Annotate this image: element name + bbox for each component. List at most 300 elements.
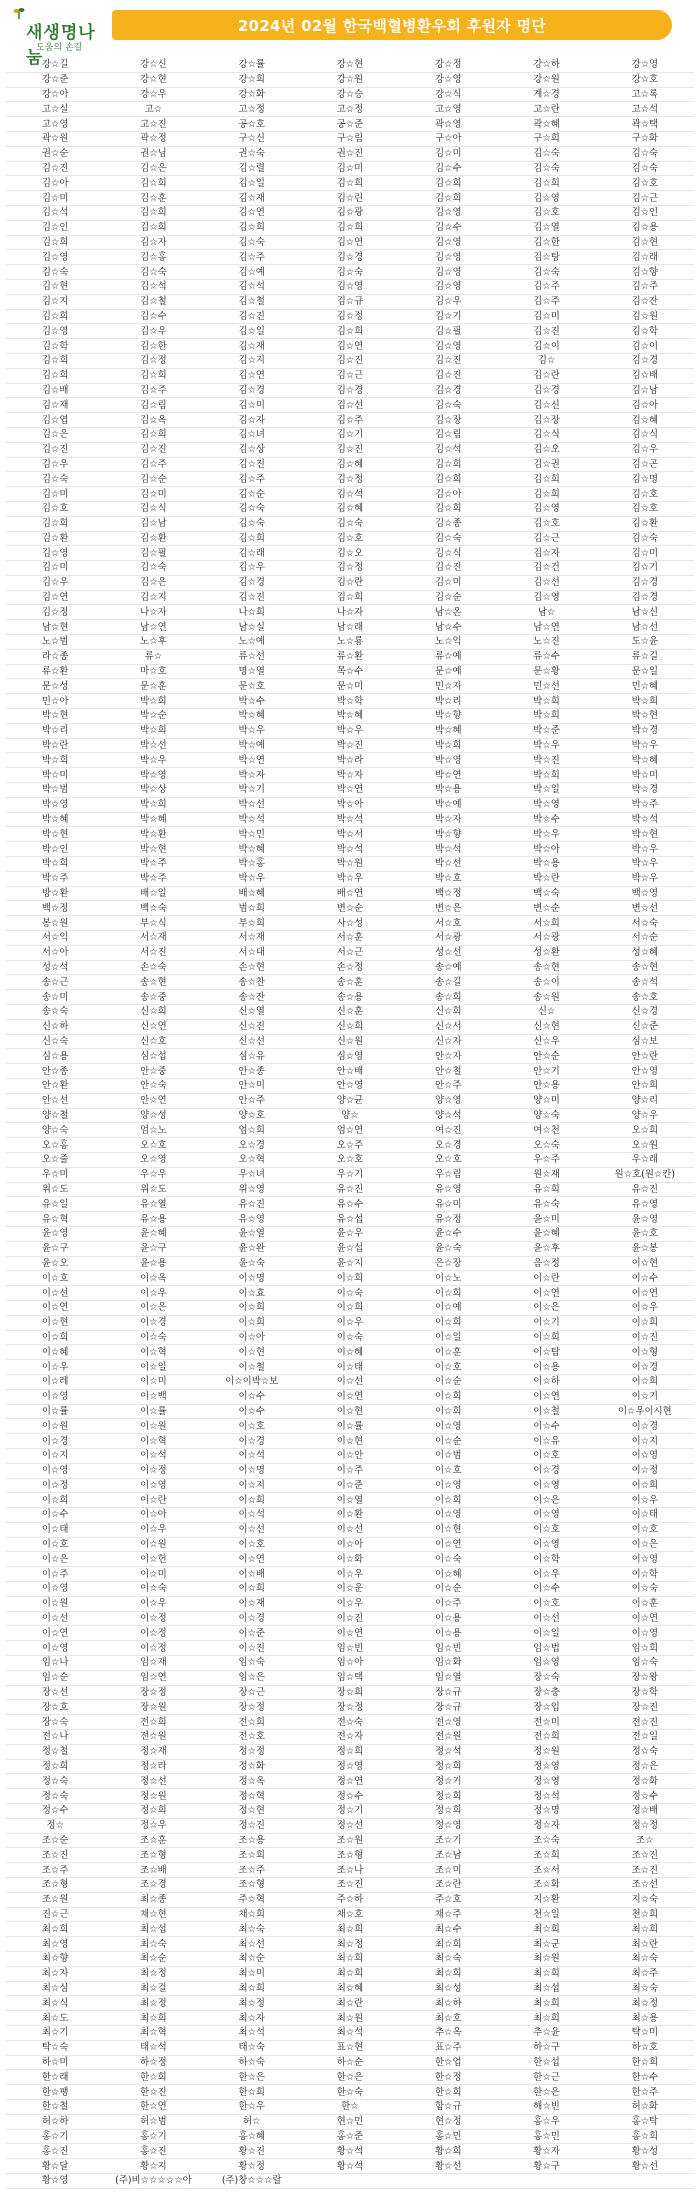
donor-name-cell: 서☆근 [301,945,399,960]
donor-name-cell: 박☆현 [596,709,694,724]
donor-name-cell: 공☆호 [203,117,301,132]
donor-row [6,1212,694,1227]
donor-name-cell: 곽☆영 [399,117,497,132]
donor-name-cell: 현☆민 [301,2114,399,2129]
donor-name-cell: 최☆종 [104,1892,202,1907]
donor-name-cell: 김☆이 [596,339,694,354]
donor-name-cell: 김☆선 [301,398,399,413]
donor-row [6,1300,694,1315]
donor-name-cell: 이☆연 [399,1537,497,1552]
donor-name-cell: 이☆화 [301,1552,399,1567]
donor-name-cell: 이☆현 [203,1345,301,1360]
donor-name-cell: 박☆홍 [203,857,301,872]
donor-name-cell: 신☆진 [203,1019,301,1034]
donor-name-cell: 신☆ [497,1005,595,1020]
donor-name-cell: 고☆영 [399,102,497,117]
donor-name-cell: 김☆석 [399,442,497,457]
donor-row [6,1167,694,1182]
donor-name-cell: 최☆순 [104,1952,202,1967]
donor-row [6,1537,694,1552]
donor-row [6,1241,694,1256]
donor-name-cell: 장☆왕 [596,1670,694,1685]
donor-name-cell: 김☆인 [596,205,694,220]
donor-name-cell: 김☆명 [596,472,694,487]
donor-name-cell: 최☆희 [497,2011,595,2026]
donor-name-cell: 정☆선 [104,1774,202,1789]
donor-row [6,1182,694,1197]
donor-name-cell: 성☆혜 [596,945,694,960]
donor-name-cell: 이☆기 [497,1315,595,1330]
donor-name-cell: 오☆영 [104,1152,202,1167]
donor-name-cell: 박☆우 [301,723,399,738]
donor-row [6,1448,694,1463]
donor-name-cell: 이☆수 [203,1404,301,1419]
donor-name-cell: 남☆수 [399,620,497,635]
donor-name-cell: 고☆실 [6,102,104,117]
donor-name-cell: 허☆하 [6,2114,104,2129]
donor-name-cell: 김☆희 [301,324,399,339]
donor-name-cell: 홍☆진 [6,2144,104,2159]
donor-name-cell: 하☆순 [301,2055,399,2070]
donor-name-cell: 정☆수 [596,1789,694,1804]
donor-name-cell: 백☆정 [399,886,497,901]
donor-row [6,1093,694,1108]
donor-name-cell: 김☆영 [497,191,595,206]
donor-row [6,1522,694,1537]
donor-name-cell: 김☆호 [497,516,595,531]
donor-name-cell: 김☆연 [301,235,399,250]
donor-name-cell: 양☆숙 [6,1123,104,1138]
donor-name-cell: 강☆현 [104,72,202,87]
donor-name-cell: 한☆래 [6,2070,104,2085]
donor-name-cell: 김☆렬 [203,161,301,176]
donor-name-cell: 김☆곤 [596,457,694,472]
donor-name-cell: 탁☆숙 [6,2040,104,2055]
donor-name-cell: 최☆도 [6,2011,104,2026]
donor-name-cell: 이☆희 [203,1300,301,1315]
donor-name-cell: 박☆선 [203,797,301,812]
donor-name-cell: 이☆환 [301,1508,399,1523]
donor-name-cell: 김☆미 [399,146,497,161]
donor-name-cell: 윤☆지 [301,1256,399,1271]
donor-name-cell: 최☆미 [203,1966,301,1981]
donor-name-cell: 조☆ [596,1833,694,1848]
donor-name-cell: 김☆림 [104,398,202,413]
donor-row [6,472,694,487]
donor-name-cell: 이☆우 [301,1567,399,1582]
donor-row [6,664,694,679]
donor-name-cell: 양☆리 [596,1093,694,1108]
donor-name-cell: 이☆영 [497,1537,595,1552]
donor-name-cell: 이☆희 [497,1330,595,1345]
donor-name-cell: 변☆순 [497,901,595,916]
donor-name-cell: 서☆광 [497,931,595,946]
donor-name-cell: 이☆희 [203,1315,301,1330]
donor-name-cell: 김☆지 [203,353,301,368]
donor-name-cell: 김☆호 [497,205,595,220]
donor-name-cell: 최☆혜 [301,1981,399,1996]
donor-name-cell: 이☆우이시현 [596,1404,694,1419]
donor-name-cell: 손☆현 [203,960,301,975]
donor-name-cell: 유☆일 [6,1197,104,1212]
donor-name-cell: 이☆은 [497,1493,595,1508]
donor-name-cell: 백☆영 [596,886,694,901]
donor-name-cell: 윤☆오 [6,1256,104,1271]
donor-name-cell: 김☆식 [104,501,202,516]
donor-name-cell: 유☆수 [301,1197,399,1212]
donor-name-cell: 이☆백 [104,1389,202,1404]
donor-name-cell: 박☆경 [596,723,694,738]
donor-name-cell: 김☆경 [301,250,399,265]
donor-name-cell: 신☆경 [596,1005,694,1020]
donor-name-cell: 박☆영 [497,797,595,812]
donor-name-cell: 윤☆호 [596,1226,694,1241]
donor-name-cell: 이☆희 [301,1300,399,1315]
donor-row [6,457,694,472]
donor-name-cell: 박☆혜 [399,723,497,738]
donor-name-cell: 이☆숙 [301,1330,399,1345]
donor-name-cell: 김☆순 [104,472,202,487]
donor-name-cell: 한☆정 [399,2070,497,2085]
donor-name-cell: 유☆영 [203,1212,301,1227]
donor-name-cell: 김☆영 [6,324,104,339]
donor-name-cell: 김☆상 [203,442,301,457]
donor-name-cell: 이☆유 [497,1434,595,1449]
donor-name-cell: 김☆진 [6,161,104,176]
donor-name-cell: 김☆주 [497,279,595,294]
donor-name-cell: 조☆형 [203,1878,301,1893]
donor-name-cell: 이☆효 [203,1286,301,1301]
donor-name-cell: 정☆희 [399,1804,497,1819]
donor-name-cell: 이☆혜 [301,1345,399,1360]
donor-name-cell: 이☆숙 [104,1330,202,1345]
donor-name-cell: 송☆현 [497,960,595,975]
donor-name-cell: 이☆경 [6,1434,104,1449]
donor-name-cell: 이☆일 [399,1330,497,1345]
donor-name-cell: 표☆주 [399,2040,497,2055]
donor-name-cell: 김☆남 [104,516,202,531]
donor-row [6,931,694,946]
donor-name-cell: 서☆진 [104,945,202,960]
donor-name-cell: 신☆원 [301,1034,399,1049]
donor-name-cell: 조☆서 [497,1863,595,1878]
donor-name-cell: 이☆률 [104,1404,202,1419]
donor-name-cell: 이☆진 [203,1641,301,1656]
donor-name-cell: 오☆경 [203,1138,301,1153]
donor-name-cell: 신☆희 [399,1005,497,1020]
donor-name-cell: 임☆연 [104,1670,202,1685]
donor-name-cell: 공☆준 [301,117,399,132]
donor-name-cell: 김☆석 [6,205,104,220]
donor-name-cell: 하☆구 [497,2040,595,2055]
donor-name-cell: 문☆황 [497,664,595,679]
donor-name-cell: 고☆석 [596,102,694,117]
donor-name-cell: 이☆레 [6,1374,104,1389]
donor-name-cell: 박☆우 [596,842,694,857]
donor-name-cell: 안☆숙 [104,1078,202,1093]
donor-name-cell: 문☆훈 [104,679,202,694]
donor-row [6,1952,694,1967]
donor-name-cell: 홍☆기 [104,2129,202,2144]
donor-name-cell: 이☆일 [104,1360,202,1375]
donor-name-cell: 김☆현 [6,279,104,294]
donor-name-cell: 오☆호 [399,1152,497,1167]
donor-name-cell: 이☆희 [301,1271,399,1286]
donor-name-cell: 송☆숙 [6,1005,104,1020]
donor-name-cell: 전☆미 [497,1715,595,1730]
donor-name-cell: 최☆하 [399,1996,497,2011]
donor-name-cell: 이☆호 [497,1448,595,1463]
donor-name-cell: 김☆숙 [301,265,399,280]
donor-name-cell: 양☆숙 [497,1108,595,1123]
donor-row [6,812,694,827]
donor-row [6,546,694,561]
donor-name-cell: 최☆수 [399,1922,497,1937]
donor-name-cell: 추☆옥 [399,2025,497,2040]
donor-name-cell: 이☆숙 [104,1582,202,1597]
donor-name-cell: 정☆희 [301,1744,399,1759]
donor-name-cell: 김☆재 [203,339,301,354]
donor-name-cell: 최☆희 [301,1922,399,1937]
donor-name-cell: 홍☆민 [399,2129,497,2144]
donor-name-cell: 김☆학 [6,339,104,354]
donor-name-cell: 박☆환 [104,827,202,842]
donor-name-cell: 박☆수 [497,812,595,827]
donor-name-cell: 장☆원 [104,1700,202,1715]
donor-name-cell: 김☆남 [596,383,694,398]
donor-name-cell: 조☆주 [203,1863,301,1878]
donor-row [6,2129,694,2144]
donor-name-cell: 김☆희 [6,309,104,324]
donor-name-cell: 윤☆우 [301,1226,399,1241]
donor-row [6,753,694,768]
donor-name-cell: 구☆아 [399,131,497,146]
donor-name-cell: 김☆탕 [497,250,595,265]
donor-row [6,1197,694,1212]
donor-name-cell: 안☆주 [399,1078,497,1093]
donor-row [6,1330,694,1345]
donor-row [6,1271,694,1286]
donor-name-cell: 조☆원 [6,1892,104,1907]
donor-name-cell: 윤☆미 [497,1212,595,1227]
donor-name-cell: 김☆숙 [203,501,301,516]
donor-name-cell: 송☆근 [6,975,104,990]
donor-row [6,1064,694,1079]
donor-row [6,1078,694,1093]
donor-name-cell: 강☆우 [104,87,202,102]
donor-name-cell: 이☆명 [203,1463,301,1478]
donor-name-cell: 이☆연 [301,1389,399,1404]
donor-name-cell: 김☆필 [104,546,202,561]
donor-name-cell: 이☆원 [6,1596,104,1611]
donor-name-cell: 우☆림 [399,1167,497,1182]
donor-row [6,1611,694,1626]
donor-row [6,146,694,161]
donor-row [6,1641,694,1656]
donor-name-cell: 심☆용 [6,1049,104,1064]
donor-name-cell: 송☆잔 [203,990,301,1005]
donor-name-cell: 김☆희 [399,472,497,487]
donor-name-cell: 이☆우 [301,1596,399,1611]
donor-row [6,383,694,398]
donor-row [6,1226,694,1241]
donor-name-cell: 유☆미 [399,1197,497,1212]
donor-name-cell: 박☆현 [596,827,694,842]
donor-name-cell: 이☆호 [6,1271,104,1286]
donor-name-cell: 김☆진 [399,353,497,368]
donor-row [6,916,694,931]
donor-name-cell: 이☆정 [596,1463,694,1478]
donor-name-cell: 정☆영 [497,1774,595,1789]
donor-name-cell: 박☆리 [399,694,497,709]
donor-name-cell: 곽☆택 [596,117,694,132]
donor-row [6,1108,694,1123]
donor-name-cell: 한☆희 [399,2085,497,2100]
donor-name-cell: 최☆희 [301,1952,399,1967]
donor-row [6,679,694,694]
donor-name-cell: 명☆열 [203,664,301,679]
donor-name-cell: 박☆영 [6,797,104,812]
donor-name-cell: 이☆호 [596,1522,694,1537]
donor-name-cell: 양☆석 [399,1108,497,1123]
donor-name-cell: 정☆배 [596,1804,694,1819]
donor-row [6,1818,694,1833]
donor-name-cell: 김☆진 [399,368,497,383]
donor-name-cell: 이☆영 [497,1508,595,1523]
donor-name-cell: 양☆균 [301,1093,399,1108]
donor-name-cell: 박☆범 [6,783,104,798]
logo-text: 새생명나눔 [26,23,96,68]
donor-name-cell: 황☆선 [596,2159,694,2174]
donor-name-cell: 신☆준 [596,1019,694,1034]
donor-row [6,250,694,265]
donor-name-cell: 강☆준 [6,72,104,87]
donor-name-cell: 윤☆용 [104,1256,202,1271]
donor-name-cell: 노☆범 [6,635,104,650]
donor-name-cell: 민☆혜 [596,679,694,694]
donor-name-cell: 양☆성 [104,1108,202,1123]
donor-name-cell: 이☆순 [399,1374,497,1389]
donor-name-cell: 박☆미 [596,768,694,783]
donor-name-cell: 송☆미 [6,990,104,1005]
donor-name-cell: 신☆숙 [6,1034,104,1049]
donor-name-cell: 강☆현 [301,58,399,72]
donor-name-cell: 김☆잔 [596,294,694,309]
donor-name-cell: 이☆영 [596,1626,694,1641]
donor-name-cell: 김☆진 [203,590,301,605]
donor-name-cell: 한☆희 [596,2055,694,2070]
donor-name-cell: 박☆인 [6,842,104,857]
donor-name-cell: 김☆수 [399,220,497,235]
donor-row [6,427,694,442]
donor-name-cell: 이☆경 [497,1463,595,1478]
donor-name-cell: 안☆환 [6,1078,104,1093]
donor-name-cell: 이☆혜 [6,1345,104,1360]
donor-name-cell: 조☆용 [203,1833,301,1848]
donor-name-cell: 이☆우 [596,1493,694,1508]
donor-row [6,487,694,502]
donor-name-cell: 김☆희 [6,353,104,368]
donor-name-cell: 최☆섭 [104,1922,202,1937]
donor-name-cell: 류☆수 [497,649,595,664]
donor-name-cell: 김☆환 [596,516,694,531]
donor-name-cell: 이☆혁 [104,1434,202,1449]
donor-name-cell: 김☆경 [497,383,595,398]
donor-name-cell: 김☆ [497,353,595,368]
donor-name-cell: 박☆기 [203,783,301,798]
donor-name-cell: 고☆정 [301,102,399,117]
donor-name-cell: 최☆란 [596,1937,694,1952]
donor-name-cell: 이☆희 [596,1315,694,1330]
donor-name-cell: 최☆희 [497,1966,595,1981]
donor-name-cell: 박☆자 [399,812,497,827]
donor-name-cell: 엄☆연 [301,1123,399,1138]
donor-name-cell: 박☆혜 [301,709,399,724]
donor-name-cell: 김☆종 [399,516,497,531]
donor-name-cell: 김☆미 [399,575,497,590]
donor-name-cell: 이☆헌 [104,1552,202,1567]
donor-name-cell: 오☆숙 [497,1138,595,1153]
donor-name-cell: 김☆숙 [497,146,595,161]
donor-name-cell: 이☆숙 [399,1552,497,1567]
donor-name-cell: 박☆석 [301,812,399,827]
donor-row [6,990,694,1005]
donor-name-cell: 정☆희 [6,1759,104,1774]
donor-name-cell: 우☆주 [497,1152,595,1167]
donor-name-cell: 김☆진 [301,353,399,368]
donor-name-cell [399,2173,497,2188]
donor-name-cell: 박☆아 [301,797,399,812]
donor-name-cell: 이☆연 [596,1286,694,1301]
donor-name-cell: 이☆호 [497,1522,595,1537]
donor-name-cell: 김☆숙 [497,265,595,280]
donor-name-cell: 송☆호 [596,990,694,1005]
donor-name-cell: 김☆은 [6,427,104,442]
donor-name-cell: 이☆용 [399,1611,497,1626]
donor-name-cell: 송☆이 [497,975,595,990]
donor-name-cell: 김☆주 [203,472,301,487]
donor-name-cell: 김☆열 [497,220,595,235]
donor-name-cell: 임☆빈 [399,1641,497,1656]
donor-name-cell [497,2173,595,2188]
donor-name-cell: 문☆호 [203,679,301,694]
donor-name-cell: 정☆수 [301,1789,399,1804]
donor-name-cell: 문☆일 [596,664,694,679]
donor-name-cell: 강☆원 [497,72,595,87]
donor-name-cell: 이☆순 [399,1434,497,1449]
donor-name-cell: 이☆호 [6,1537,104,1552]
donor-name-cell: 김☆미 [497,309,595,324]
donor-name-cell: 이☆학 [497,1552,595,1567]
donor-name-cell: 김☆린 [301,191,399,206]
donor-name-cell: 김☆수 [104,309,202,324]
donor-name-cell: 윤☆후 [497,1241,595,1256]
donor-name-cell: 나☆희 [203,605,301,620]
donor-name-cell: 홍☆기 [6,2129,104,2144]
donor-name-cell: 임☆은 [203,1670,301,1685]
donor-name-cell: 김☆우 [104,324,202,339]
donor-name-cell: 한☆근 [497,2070,595,2085]
donor-name-cell: 조☆형 [104,1848,202,1863]
donor-name-cell: 김☆숙 [104,561,202,576]
donor-name-cell: 조☆진 [596,1863,694,1878]
donor-name-cell: 김☆현 [596,235,694,250]
donor-row [6,1005,694,1020]
donor-name-cell: 김☆석 [104,279,202,294]
donor-name-cell: 이☆하 [497,1374,595,1389]
donor-name-cell: 김☆희 [6,368,104,383]
donor-row [6,1744,694,1759]
